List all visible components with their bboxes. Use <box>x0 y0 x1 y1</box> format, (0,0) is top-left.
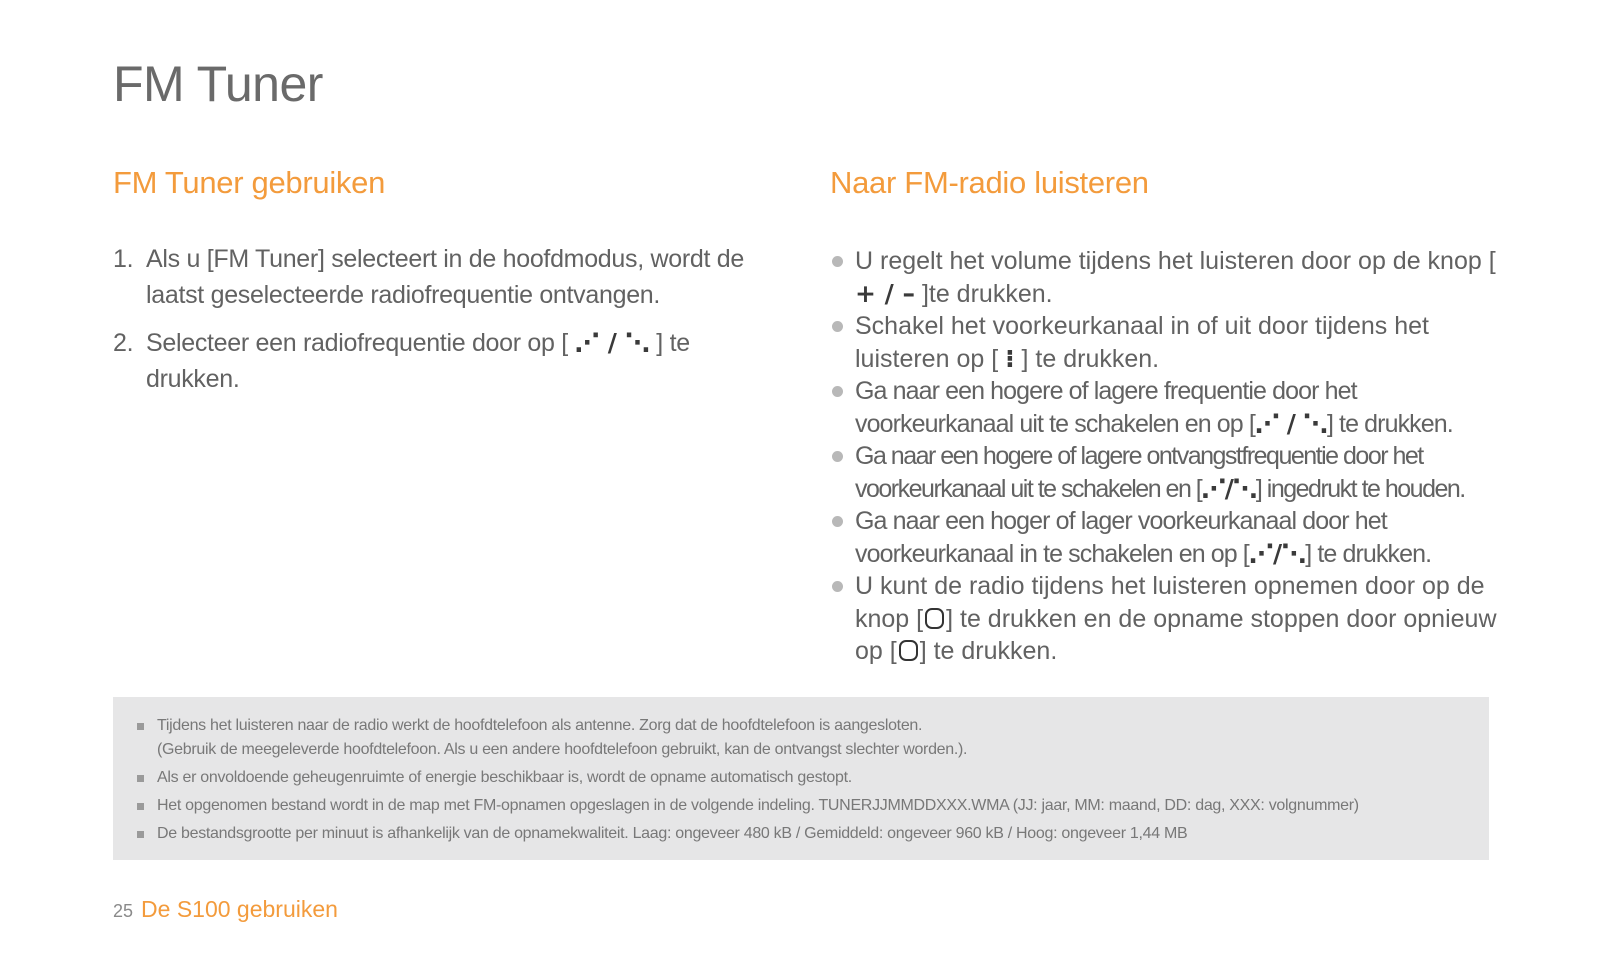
bullet-text: U regelt het volume tijdens het luisteren door op de knop [ <box>855 247 1496 275</box>
record-button-icon <box>899 640 918 661</box>
square-bullet-icon <box>137 831 144 838</box>
note-text: Tijdens het luisteren naar de radio werkt de hoofdtelefoon als antenne. Zorg dat de hoofdtelefoon is aangesloten. <box>157 717 923 734</box>
volume-plus-minus-icon: + / – <box>855 278 915 308</box>
bullet-dot-icon <box>832 516 843 527</box>
up-down-buttons-icon: ⋰ / ⋱ <box>1254 408 1327 438</box>
note-item <box>137 766 1489 790</box>
square-bullet-icon <box>137 775 144 782</box>
note-item <box>137 714 1489 762</box>
listening-bullets <box>830 245 1510 668</box>
record-button-icon <box>925 608 944 629</box>
preset-button-icon: ⁝ <box>1005 343 1015 373</box>
up-down-buttons-icon: ⋰ / ⋱ <box>574 328 650 357</box>
section-heading-naar-fm-radio-luisteren: Naar FM-radio luisteren <box>830 165 1149 200</box>
bullet-text: ] te drukken. <box>1305 539 1432 568</box>
bullet-dot-icon <box>832 256 843 267</box>
step-text: ] te drukken. <box>146 329 690 393</box>
bullet-text: ] te drukken. <box>1014 344 1160 373</box>
up-down-buttons-icon: ⋰/⋱ <box>1248 538 1306 568</box>
bullet-dot-icon <box>832 386 843 397</box>
bullet-text: Ga naar een hogere of lagere ontvangstfrequentie door het voorkeurkanaal uit te schakelen en [ <box>855 442 1423 503</box>
bullet-dot-icon <box>832 581 843 592</box>
bullet-dot-icon <box>832 451 843 462</box>
footer-section-link[interactable]: De S100 gebruiken <box>141 896 338 922</box>
note-text: Het opgenomen bestand wordt in de map met FM-opnamen opgeslagen in de volgende indeling. TUNERJJMMDDXXX.WMA (JJ: jaar, MM: maand, DD: dag, XXX: volgnummer) <box>157 797 1359 814</box>
notes-box <box>113 697 1489 860</box>
page-number: 25 <box>113 901 134 921</box>
step-item <box>113 325 773 397</box>
step-text: Selecteer een radiofrequentie door op [ <box>146 329 568 357</box>
steps-list <box>113 241 773 409</box>
page-footer <box>113 896 338 923</box>
step-text: Als u [FM Tuner] selecteert in de hoofdmodus, wordt de laatst geselecteerde radiofrequentie ontvangen. <box>146 245 744 309</box>
bullet-text: Ga naar een hoger of lager voorkeurkanaal door het voorkeurkanaal in te schakelen en op [ <box>855 507 1387 568</box>
bullet-text: U kunt de radio tijdens het luisteren opnemen door op de knop [ <box>855 572 1485 633</box>
bullet-text: ] te drukken. <box>919 637 1058 665</box>
bullet-item <box>830 570 1510 668</box>
up-down-buttons-icon: ⋰/⋱ <box>1201 473 1256 503</box>
bullet-text: ]te drukken. <box>915 279 1053 308</box>
bullet-item <box>830 375 1510 440</box>
bullet-text: ] ingedrukt te houden. <box>1255 474 1465 503</box>
page-title: FM Tuner <box>113 56 323 112</box>
bullet-item <box>830 245 1510 310</box>
bullet-item <box>830 440 1510 505</box>
step-item <box>113 241 773 313</box>
section-heading-fm-tuner-gebruiken: FM Tuner gebruiken <box>113 165 386 200</box>
note-text: (Gebruik de meegeleverde hoofdtelefoon. Als u een andere hoofdtelefoon gebruikt, kan de ontvangst slechter worden.). <box>157 741 968 758</box>
step-number: 1. <box>113 245 134 273</box>
bullet-text: Schakel het voorkeurkanaal in of uit door tijdens het luisteren op [ <box>855 312 1429 373</box>
square-bullet-icon <box>137 723 144 730</box>
step-number: 2. <box>113 329 134 357</box>
bullet-text: Ga naar een hogere of lagere frequentie door het voorkeurkanaal uit te schakelen en op [ <box>855 377 1357 438</box>
bullet-text: ] te drukken en de opname stoppen door opnieuw op [ <box>855 604 1497 665</box>
bullet-item <box>830 505 1510 570</box>
note-text: De bestandsgrootte per minuut is afhankelijk van de opnamekwaliteit. Laag: ongeveer 480 kB / Gemiddeld: ongeveer 960 kB / Hoog: ongeveer 1,44 MB <box>157 825 1188 842</box>
note-text: Als er onvoldoende geheugenruimte of energie beschikbaar is, wordt de opname automatisch gestopt. <box>157 769 852 786</box>
note-item <box>137 822 1489 846</box>
bullet-text: ] te drukken. <box>1326 409 1453 438</box>
bullet-dot-icon <box>832 321 843 332</box>
note-item <box>137 794 1489 818</box>
bullet-item <box>830 310 1510 375</box>
square-bullet-icon <box>137 803 144 810</box>
